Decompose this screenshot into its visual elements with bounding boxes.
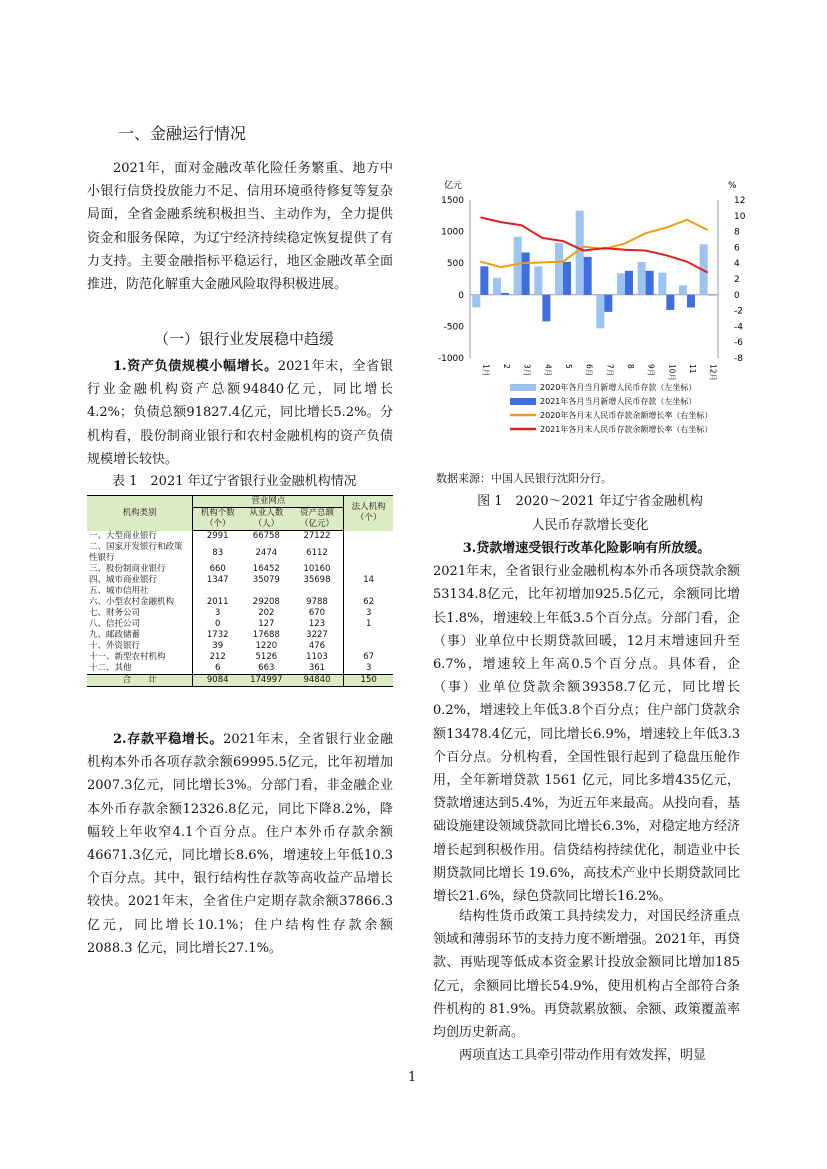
legend-label: 2021年各月末人民币存款余额增长率（右坐标） xyxy=(540,425,713,434)
left-tick-label: 1500 xyxy=(441,196,464,206)
total-assets: 94840 xyxy=(291,675,344,687)
col-header-group: 营业网点 xyxy=(193,496,344,508)
cell-staff xyxy=(242,586,291,597)
table-row xyxy=(87,652,393,663)
bar xyxy=(522,252,530,294)
cell-count: 212 xyxy=(209,652,226,662)
total-count: 9084 xyxy=(193,675,242,687)
x-tick-label: 4月 xyxy=(543,364,553,377)
cell-name: 九、邮政储蓄 xyxy=(87,630,193,641)
cell-assets: 6112 xyxy=(306,547,328,558)
cell-staff: 35079 xyxy=(252,575,280,585)
left-tick-label: -500 xyxy=(443,322,464,333)
cell-assets xyxy=(291,586,344,597)
cell-staff: 202 xyxy=(258,608,275,618)
col-header-type: 机构类别 xyxy=(87,496,193,531)
table-row xyxy=(87,575,393,586)
cell-assets: 35698 xyxy=(303,575,331,585)
right-tick-label: 6 xyxy=(734,243,740,254)
cell-legal: 14 xyxy=(344,575,393,586)
bar xyxy=(638,262,646,295)
cell-legal xyxy=(344,564,393,575)
col-header-count: 机构个数（个） xyxy=(193,508,242,531)
bar xyxy=(542,295,550,322)
cell-staff: 66758 xyxy=(252,531,280,541)
left-tick-label: -1000 xyxy=(437,354,464,364)
cell-assets: 1103 xyxy=(306,652,328,662)
bar xyxy=(501,293,509,295)
cell-legal: 3 xyxy=(344,608,393,619)
cell-count: 6 xyxy=(214,663,221,673)
deposit-text: 2021年末，全省银行业金融机构本外币各项存款余额69995.5亿元，比年初增加2007.3亿元，同比增长3%。分部门看，非金融企业本外币存款余额12326.8亿元，同比下降8.2%，降幅较上年收窄4.1个百分点。住户本外币存款余额46671.3亿元，同比增长8.6%，增速较上年低10.3个百分点。其中，银行结构性存款等高收益产品增长较快。2021年末，全省住户定期存款余额37866.3亿元，同比增长10.1%；住户结构性存款余额 2088.3 亿元，同比增长27.1%。 xyxy=(87,732,393,956)
cell-legal xyxy=(344,586,393,597)
bar xyxy=(604,295,612,312)
x-tick-label: 1月 xyxy=(481,364,491,377)
bar xyxy=(534,266,542,294)
figure-caption-line1: 图 1 2020～2021 年辽宁省金融机构 xyxy=(477,494,703,509)
legend-swatch xyxy=(510,384,536,391)
legend-label: 2020年各月末人民币存款余额增长率（右坐标） xyxy=(540,411,713,420)
left-tick-label: 1000 xyxy=(441,227,464,238)
x-tick-label: 9月 xyxy=(646,364,656,377)
bar xyxy=(625,271,633,295)
right-tick-label: 2 xyxy=(734,275,740,285)
deposit-paragraph xyxy=(87,728,393,960)
total-legal: 150 xyxy=(344,675,393,687)
cell-name: 五、城市信用社 xyxy=(87,586,193,597)
intro-paragraph xyxy=(87,157,393,296)
loan-paragraph xyxy=(433,537,740,908)
table-row xyxy=(87,641,393,652)
cell-staff: 5126 xyxy=(255,652,278,662)
policy-tools-paragraph xyxy=(433,905,740,1067)
deposit-heading: 2.存款平稳增长。 xyxy=(113,732,224,747)
cell-staff: 16452 xyxy=(252,564,280,574)
deposit-chart-svg xyxy=(430,178,748,448)
table-row xyxy=(87,542,393,564)
bar xyxy=(658,273,666,295)
x-tick-label: 6月 xyxy=(584,364,594,377)
cell-assets: 9788 xyxy=(306,597,328,607)
x-tick-label: 12月 xyxy=(708,364,718,382)
cell-count: 83 xyxy=(212,547,224,558)
policy-tools-text: 结构性货币政策工具持续发力，对国民经济重点领域和薄弱环节的支持力度不断增强。2021年，再贷款、再贴现等低成本资金累计投放金额同比增加185亿元，余额同比增长54.9%，使用机构占全部符合条件机构的 81.9%。再贷款累放额、余额、政策覆盖率均创历史新高。 xyxy=(433,909,740,1041)
section-title: 一、金融运行情况 xyxy=(118,124,247,143)
cell-name: 二、国家开发银行和政策性银行 xyxy=(87,542,193,564)
cell-name: 三、股份制商业银行 xyxy=(87,564,193,575)
x-tick-label: 11 xyxy=(688,364,697,374)
left-tick-label: 0 xyxy=(458,290,464,301)
table-row xyxy=(87,531,393,543)
figure-source: 数据来源：中国人民银行沈阳分行。 xyxy=(436,472,612,485)
bar xyxy=(480,266,488,294)
table-row xyxy=(87,564,393,575)
x-tick-label: 10月 xyxy=(667,364,677,382)
direct-tools-text: 两项直达工具牵引带动作用有效发挥，明显 xyxy=(459,1048,707,1064)
cell-name: 一、大型商业银行 xyxy=(87,531,193,543)
right-tick-label: 4 xyxy=(734,259,740,270)
cell-count: 0 xyxy=(214,619,221,629)
x-tick-label: 5 xyxy=(564,364,573,369)
bar xyxy=(514,237,522,295)
cell-count: 660 xyxy=(209,564,226,574)
table-row xyxy=(87,608,393,619)
cell-count: 2991 xyxy=(206,531,229,541)
bar xyxy=(596,295,604,328)
cell-assets: 27122 xyxy=(303,531,331,541)
cell-name: 六、小型农村金融机构 xyxy=(87,597,193,608)
total-staff: 174997 xyxy=(242,675,291,687)
asset-text: 2021年末，全省银行业金融机构资产总额94840亿元，同比增长4.2%；负债总额91827.4亿元，同比增长5.2%。分机构看，股份制商业银行和农村金融机构的资产负债规模增长较快。 xyxy=(87,359,393,467)
cell-staff: 127 xyxy=(258,619,275,629)
bar xyxy=(472,295,480,308)
right-tick-label: -4 xyxy=(734,322,743,333)
table-row xyxy=(87,597,393,608)
right-tick-label: -6 xyxy=(734,338,743,349)
col-header-assets: 资产总额（亿元） xyxy=(291,508,344,531)
cell-count: 1347 xyxy=(206,575,229,585)
col-header-staff: 从业人数（人） xyxy=(242,508,291,531)
cell-legal xyxy=(344,531,393,543)
right-tick-label: -2 xyxy=(734,306,743,317)
legend-label: 2020年各月当月新增人民币存款（左坐标） xyxy=(540,383,697,392)
x-tick-label: 3月 xyxy=(522,364,532,377)
cell-legal xyxy=(344,630,393,641)
subsection-title: （一）银行业发展稳中趋缓 xyxy=(154,330,335,348)
table-row xyxy=(87,630,393,641)
bar xyxy=(666,295,674,310)
cell-name: 八、信托公司 xyxy=(87,619,193,630)
cell-name: 七、财务公司 xyxy=(87,608,193,619)
table-row xyxy=(87,619,393,630)
cell-legal: 62 xyxy=(344,597,393,608)
bar xyxy=(617,273,625,294)
cell-legal xyxy=(344,641,393,652)
right-tick-label: 0 xyxy=(734,290,740,301)
loan-text: 2021年末，全省银行业金融机构本外币各项贷款余额53134.8亿元，比年初增加925.5亿元，余额同比增长1.8%，增速较上年低3.5个百分点。分部门看，企（事）业单位中长期贷款回暖，12月末增速回升至6.7%，增速较上年高0.5个百分点。具体看，企（事）业单位贷款余额39358.7亿元，同比增长0.2%，增速较上年低3.8个百分点；住户部门贷款余额13478.4亿元，同比增长6.9%，增速较上年低3.3个百分点。分机构看，全国性银行起到了稳盘压舱作用，全年新增贷款 1561 亿元，同比多增435亿元，贷款增速达到5.4%，为近五年来最高。从投向看，基础设施建设领域贷款同比增长6.3%，对稳定地方经济增长起到积极作用。信贷结构持续优化，制造业中长期贷款同比增长 19.6%，高技术产业中长期贷款同比增长21.6%，绿色贷款同比增长16.2%。 xyxy=(433,564,740,905)
cell-count: 2011 xyxy=(206,597,229,607)
bank-institutions-table xyxy=(87,495,393,687)
table-title: 表 1 2021 年辽宁省银行业金融机构情况 xyxy=(112,474,357,489)
table-row xyxy=(87,663,393,675)
table-row xyxy=(87,586,393,597)
right-tick-label: 10 xyxy=(734,211,746,222)
cell-staff: 2474 xyxy=(255,547,278,558)
cell-legal: 67 xyxy=(344,652,393,663)
page-number: 1 xyxy=(408,1070,417,1085)
cell-legal: 1 xyxy=(344,619,393,630)
cell-assets: 670 xyxy=(308,608,326,618)
cell-assets: 123 xyxy=(308,619,326,629)
cell-assets: 3227 xyxy=(306,630,328,640)
figure-caption-line2: 人民币存款增长变化 xyxy=(531,518,649,533)
cell-count xyxy=(193,586,242,597)
cell-assets: 476 xyxy=(308,641,326,651)
cell-assets: 10160 xyxy=(303,564,331,574)
loan-heading: 3.贷款增速受银行改革化险影响有所放缓。 xyxy=(462,541,711,556)
table-total-row xyxy=(87,675,393,687)
bar xyxy=(555,243,563,295)
cell-count: 1732 xyxy=(206,630,229,640)
right-tick-label: 8 xyxy=(734,227,740,238)
cell-staff: 1220 xyxy=(255,641,278,651)
intro-text: 2021年，面对金融改革化险任务繁重、地方中小银行信贷投放能力不足、信用环境亟待修复等复杂局面，全省金融系统积极担当、主动作为，全力提供资金和服务保障，为辽宁经济持续稳定恢复提供了有力支持。主要金融指标平稳运行，地区金融改革全面推进，防范化解重大金融风险取得积极进展。 xyxy=(87,161,393,293)
cell-staff: 17688 xyxy=(252,630,280,640)
col-header-legal: 法人机构（个） xyxy=(344,496,393,531)
right-tick-label: 12 xyxy=(734,196,746,206)
bar xyxy=(646,271,654,295)
bar xyxy=(493,278,501,295)
left-tick-label: 500 xyxy=(446,259,464,270)
total-label: 合 计 xyxy=(87,675,193,687)
cell-legal xyxy=(344,542,393,564)
bar xyxy=(584,257,592,295)
right-axis-unit: % xyxy=(728,181,737,191)
cell-staff: 663 xyxy=(258,663,275,673)
bar xyxy=(563,262,571,295)
right-tick-label: -8 xyxy=(734,354,743,364)
cell-count: 3 xyxy=(214,608,221,618)
bar xyxy=(708,295,716,296)
cell-name: 十一、新型农村机构 xyxy=(87,652,193,663)
bar xyxy=(687,295,695,308)
legend-label: 2021年各月当月新增人民币存款（左坐标） xyxy=(540,397,697,406)
cell-staff: 29208 xyxy=(252,597,280,607)
bar xyxy=(679,285,687,294)
x-tick-label: 7月 xyxy=(605,364,615,377)
x-tick-label: 2 xyxy=(502,364,511,369)
cell-name: 十、外资银行 xyxy=(87,641,193,652)
deposit-chart xyxy=(430,178,748,448)
cell-name: 十二、其他 xyxy=(87,663,193,675)
cell-assets: 361 xyxy=(308,663,326,673)
x-tick-label: 8 xyxy=(626,364,635,369)
legend-swatch xyxy=(510,398,536,405)
cell-name: 四、城市商业银行 xyxy=(87,575,193,586)
cell-count: 39 xyxy=(212,641,224,651)
asset-heading: 1.资产负债规模小幅增长。 xyxy=(113,359,278,374)
cell-legal: 3 xyxy=(344,663,393,675)
left-axis-unit: 亿元 xyxy=(444,181,463,191)
asset-paragraph xyxy=(87,355,393,471)
